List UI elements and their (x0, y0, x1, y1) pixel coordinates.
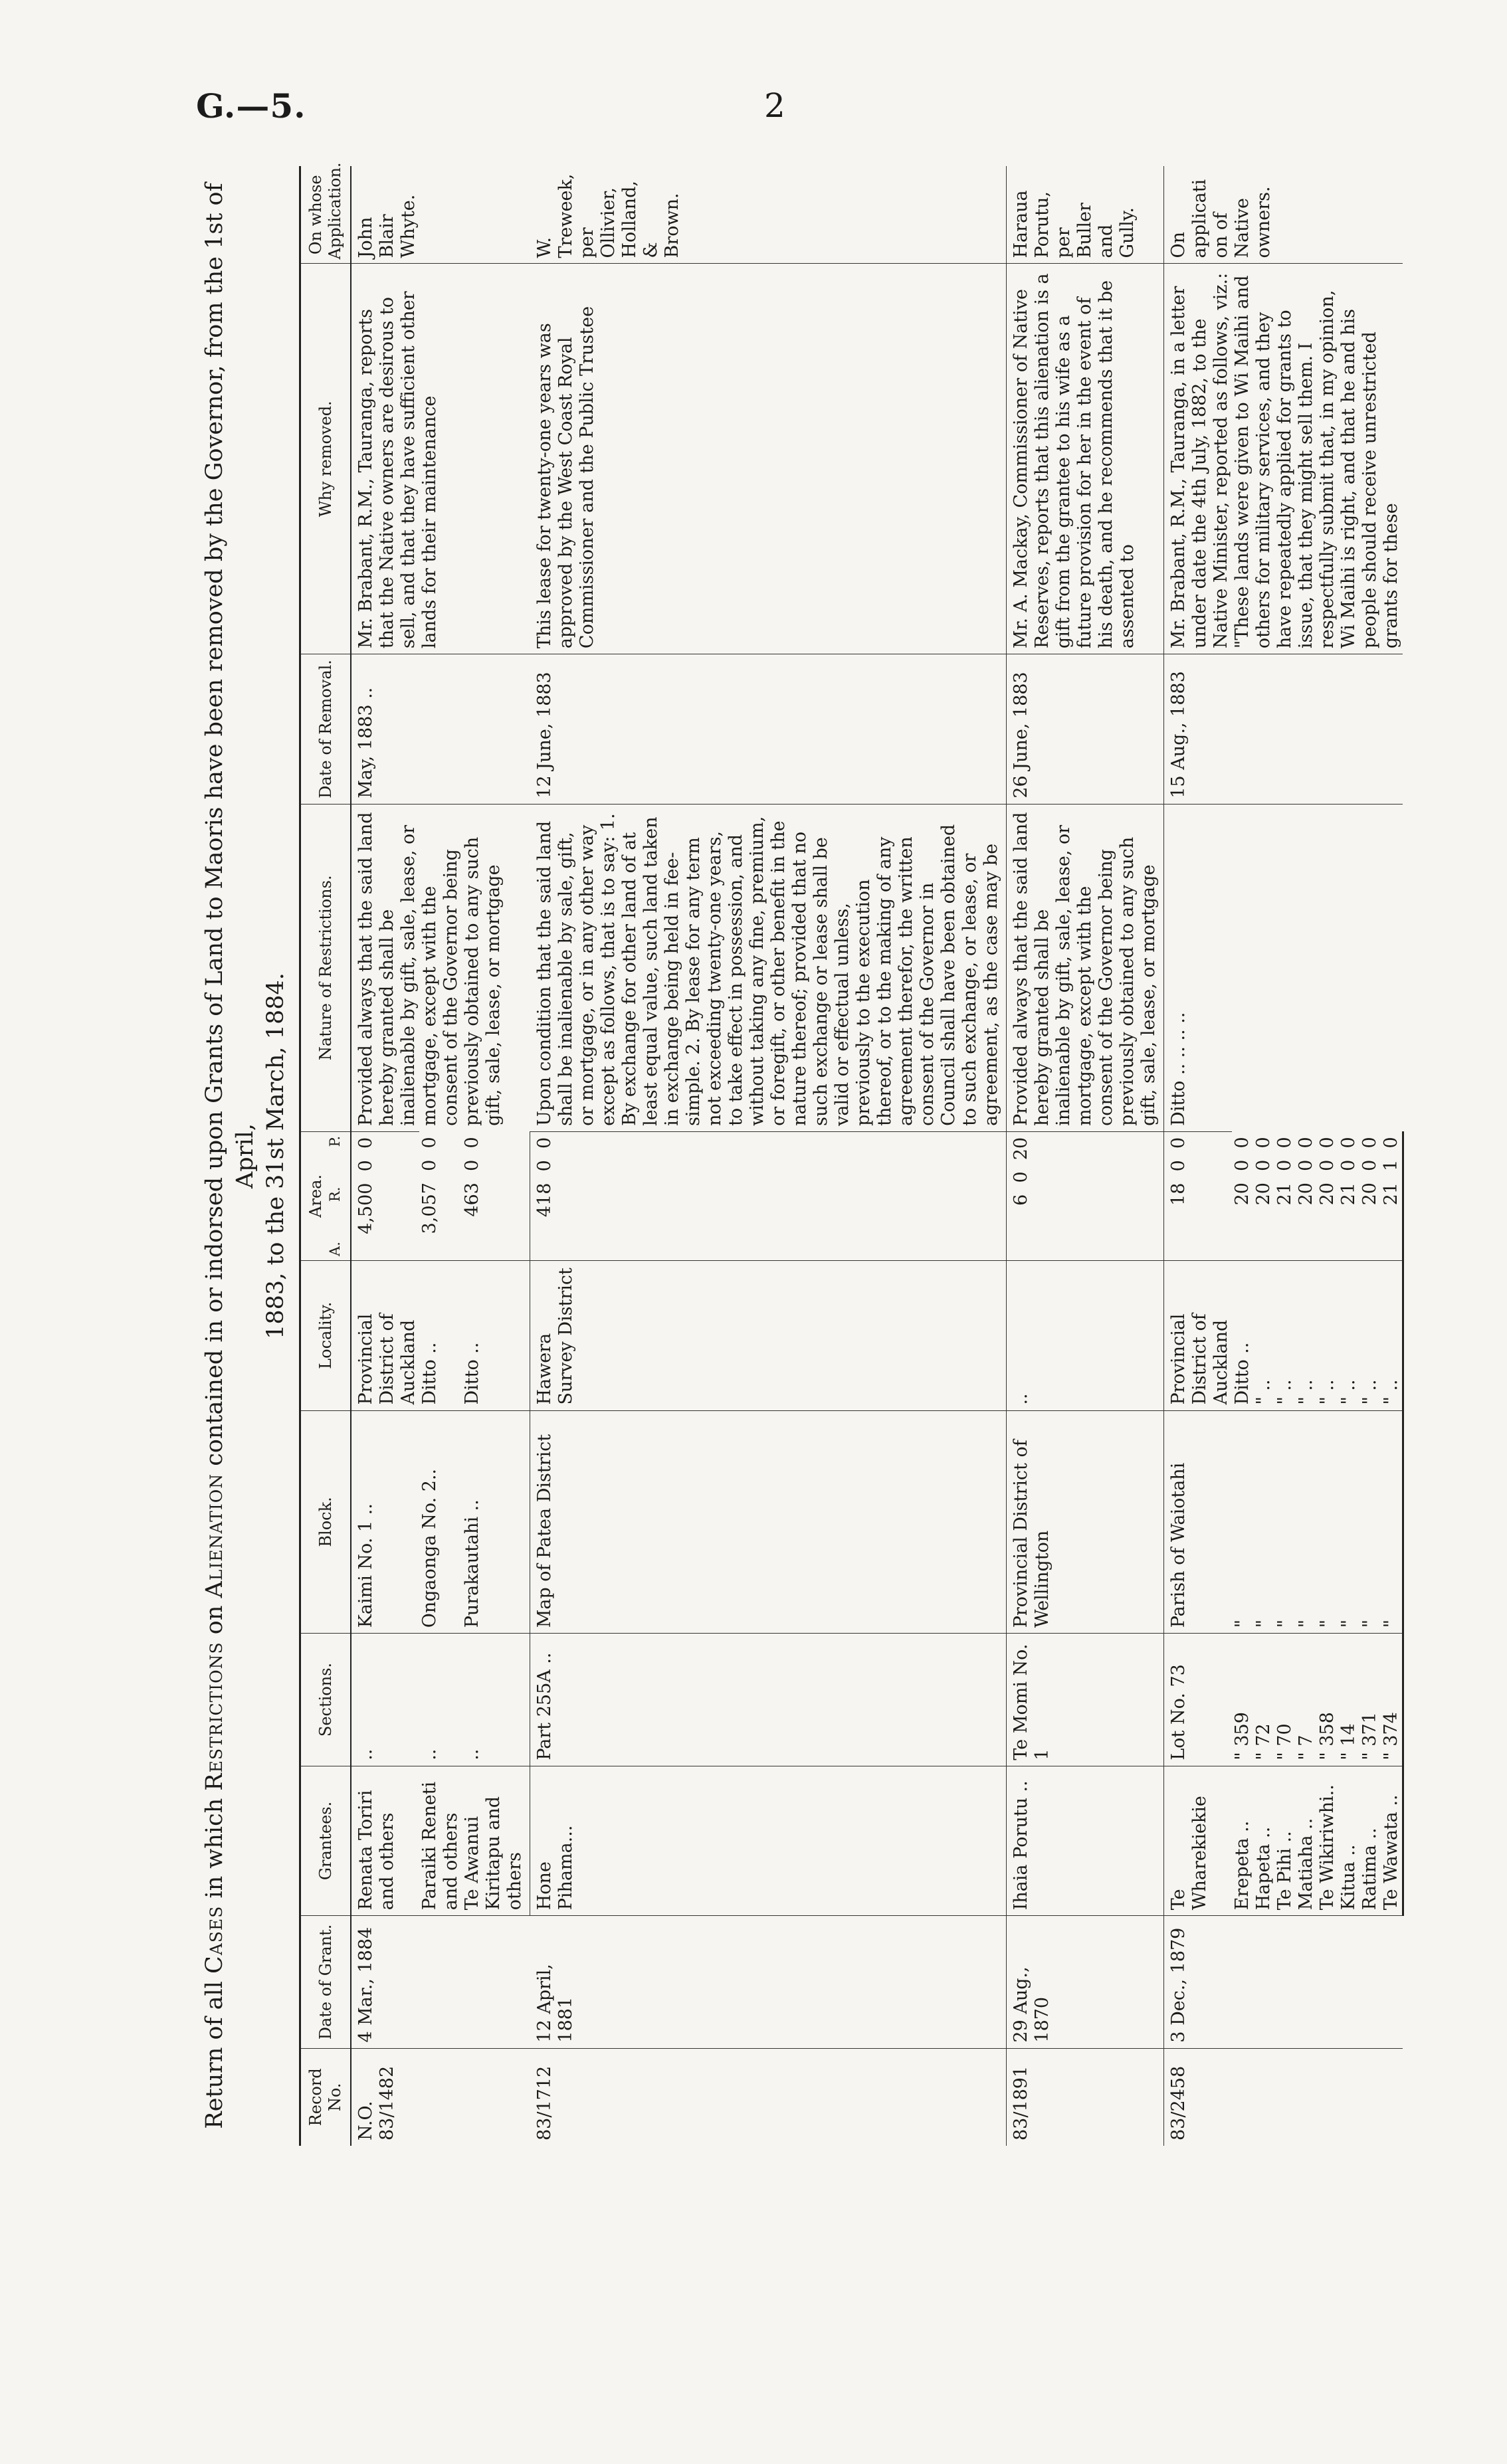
section: " 359 (1232, 1634, 1253, 1766)
col-date-of-removal: Date of Removal. (300, 654, 352, 805)
why-removed: Mr. A. Mackay, Commissioner of Native Reserves, reports that this alienation is a gift from the grantee to his wife as a future provision for her in the event of his death, and he recommends that it be assented to (1006, 264, 1163, 654)
nature-of-restrictions: Ditto .. .. .. .. (1163, 804, 1403, 1131)
locality: Ditto .. (462, 1260, 530, 1410)
area: 463 0 0 (462, 1131, 530, 1260)
area: 20 0 0 (1295, 1137, 1316, 1206)
locality: Hawera Survey District (530, 1260, 1007, 1410)
area: 3,057 0 0 (419, 1137, 440, 1234)
block: " (1296, 1410, 1317, 1634)
area: 4,500 0 0 (351, 1131, 419, 1260)
date-of-removal: 12 June, 1883 (530, 654, 1007, 805)
sheet-code: G.—5. (196, 86, 306, 126)
area: 20 0 0 (1359, 1137, 1380, 1206)
col-area-label: Area. (306, 1174, 325, 1218)
nature-of-restrictions: Provided always that the said land hereby granted shall be inalienable by gift, sale, lease, or mortgage, except with the consent of the Governor being previously obtained to any such gift, sale, lease, or mortgage (1006, 804, 1163, 1131)
area: 20 0 0 (1231, 1137, 1253, 1206)
nature-of-restrictions: Upon condition that the said land shall be inalienable by sale, gift, or mortgage, or in any other way except as follows, that is to say: 1. By exchange for other land of at least equal value, such land taken in exchange being held in fee-simple. 2. By lease for any term not exceeding twenty-one years, to take effect in possession, and without taking any fine, premium, or foregift, or other benefit in the nature thereof; provided that no such exchange or lease shall be valid or effectual unless, previously to the execution thereof, or to the making of any agreement therefor, the written consent of the Governor in Council shall have been obtained to such exchange, or lease, or agreement, as the case may be (530, 804, 1007, 1131)
area: 418 0 0 (530, 1131, 1007, 1260)
grantee: Ihaia Porutu .. (1006, 1766, 1163, 1916)
col-why-removed: Why removed. (300, 264, 352, 654)
why-removed: Mr. Brabant, R.M., Tauranga, reports that the Native owners are desirous to sell, and that they have sufficient other lands for their maintenance (351, 264, 530, 654)
grantee: Matiaha .. (1296, 1766, 1317, 1916)
grantee: Kitua .. (1338, 1766, 1359, 1916)
section: Te Momi No. 1 (1006, 1634, 1163, 1766)
record-no: 83/2458 (1163, 2048, 1403, 2146)
block: " (1274, 1410, 1296, 1634)
locality: " .. (1317, 1260, 1338, 1410)
title-mid2: on (201, 1605, 228, 1635)
section: .. (462, 1634, 530, 1766)
why-removed: Mr. Brabant, R.M., Tauranga, in a letter under date the 4th July, 1882, to the Native Minister, reported as follows, viz.: "These lands were given to Wi Maihi and others for military services, and they have repeatedly applied for grants to issue, that they might sell them. I respectfully submit that, in my opinion, Wi Maihi is right, and that he and his people should receive unrestricted grants for these (1163, 264, 1403, 654)
block: " (1381, 1410, 1403, 1634)
block: Purakautahi .. (462, 1410, 530, 1634)
grantee: Te Wharekiekie (1163, 1766, 1232, 1916)
area: 6 0 20 (1006, 1131, 1163, 1260)
locality: " .. (1296, 1260, 1317, 1410)
section: Lot No. 73 (1163, 1634, 1232, 1766)
block: " (1338, 1410, 1359, 1634)
block: Provincial District of Wellington (1006, 1410, 1163, 1634)
grantee: Renata Toriri and others (351, 1766, 419, 1916)
section: " 72 (1253, 1634, 1274, 1766)
block: " (1359, 1410, 1381, 1634)
col-record: Record No. (300, 2048, 352, 2146)
grantee: Te Awanui Kiritapu and others (462, 1766, 530, 1916)
locality: Provincial District of Auckland (351, 1260, 419, 1410)
block: Ongaonga No. 2.. (419, 1410, 462, 1634)
header-row (300, 166, 352, 2146)
title-alienation: Alienation (201, 1473, 228, 1598)
area: 20 0 0 (1316, 1137, 1338, 1206)
block: " (1253, 1410, 1274, 1634)
on-whose-application: Haraua Porutu, per Buller and Gully. (1006, 166, 1163, 264)
grantee: Te Wikiriwhi.. (1317, 1766, 1338, 1916)
area: 20 0 0 (1253, 1137, 1274, 1206)
date-of-grant: 12 April, 1881 (530, 1916, 1007, 2048)
col-block: Block. (300, 1410, 352, 1634)
block: Map of Patea District (530, 1410, 1007, 1634)
block: " (1317, 1410, 1338, 1634)
section: .. (351, 1634, 419, 1766)
grantee: Te Pihi .. (1274, 1766, 1296, 1916)
page-header (0, 86, 1507, 146)
date-of-grant: 29 Aug., 1870 (1006, 1916, 1163, 2048)
locality: " .. (1253, 1260, 1274, 1410)
block: Kaimi No. 1 .. (351, 1410, 419, 1634)
section: " 358 (1317, 1634, 1338, 1766)
title-prefix: Return of all (201, 1981, 228, 2129)
col-area (300, 1131, 352, 1260)
table-row (351, 166, 419, 2146)
section: " 371 (1359, 1634, 1381, 1766)
date-of-removal: 26 June, 1883 (1006, 654, 1163, 805)
grantee: Paraiki Reneti and others (419, 1766, 462, 1916)
date-of-removal: May, 1883 .. (351, 654, 530, 805)
why-removed: This lease for twenty-one years was approved by the West Coast Royal Commissioner and the Public Trustee (530, 264, 1007, 654)
date-of-grant: 3 Dec., 1879 (1163, 1916, 1403, 2048)
page-number: 2 (764, 86, 785, 125)
record-no: N.O. 83/1482 (351, 2048, 530, 2146)
section: Part 255A .. (530, 1634, 1007, 1766)
title-line2: 1883, to the 31st March, 1884. (262, 973, 289, 1339)
block: Parish of Waiotahi (1163, 1410, 1232, 1634)
title-rest: contained in or indorsed upon Grants of Land to Maoris have been removed by the Governor, from the 1st of April, (201, 183, 258, 1466)
document-title (199, 166, 291, 2146)
table-row (1163, 166, 1232, 2146)
area: 21 0 0 (1338, 1137, 1359, 1206)
title-cases: Cases (201, 1905, 228, 1974)
area-roods-label: R. (327, 1186, 343, 1202)
area: 18 0 0 (1163, 1131, 1232, 1260)
table-row (1006, 166, 1163, 2146)
locality: Ditto .. (419, 1260, 462, 1410)
date-of-removal: 15 Aug., 1883 (1163, 654, 1403, 805)
locality: .. (1006, 1260, 1163, 1410)
col-on-whose-application: On whose Application. (300, 166, 352, 264)
section: " 14 (1338, 1634, 1359, 1766)
on-whose-application: John Blair Whyte. (355, 194, 419, 258)
on-whose-application: On application of Native owners. (1167, 179, 1274, 258)
locality: " .. (1274, 1260, 1296, 1410)
section: " 70 (1274, 1634, 1296, 1766)
locality: " .. (1338, 1260, 1359, 1410)
grantee: Hone Pihama... (530, 1766, 1007, 1916)
locality: " .. (1381, 1260, 1403, 1410)
date-of-grant: 4 Mar., 1884 (351, 1916, 530, 2048)
record-no: 83/1712 (530, 2048, 1007, 2146)
section: .. (419, 1634, 462, 1766)
section: " 374 (1381, 1634, 1403, 1766)
title-restrictions: Restrictions (201, 1642, 228, 1791)
return-table (299, 162, 1404, 2146)
locality: " .. (1359, 1260, 1381, 1410)
title-mid1: in which (201, 1798, 228, 1899)
area: 21 1 0 (1381, 1131, 1403, 1260)
col-nature: Nature of Restrictions. (300, 804, 352, 1131)
col-date-of-grant: Date of Grant. (300, 1916, 352, 2048)
area-acres-label: A. (327, 1242, 343, 1256)
record-no: 83/1891 (1006, 2048, 1163, 2146)
section: " 7 (1296, 1634, 1317, 1766)
grantee: Te Wawata .. (1381, 1766, 1403, 1916)
table-row (530, 166, 1007, 2146)
locality: Ditto .. (1232, 1260, 1253, 1410)
area: 21 0 0 (1274, 1137, 1295, 1206)
block: " (1232, 1410, 1253, 1634)
nature-of-restrictions: Provided always that the said land hereby granted shall be inalienable by gift, sale, lease, or mortgage, except with the consent of the Governor being previously obtained to any such gift, sale, lease, or mortgage (351, 804, 530, 1131)
rotated-return-table (199, 162, 1401, 2146)
on-whose-application: W. Treweek, per Ollivier, Holland, & Brown. (530, 166, 1007, 264)
locality: Provincial District of Auckland (1163, 1260, 1232, 1410)
col-locality: Locality. (300, 1260, 352, 1410)
area-perches-label: P. (327, 1135, 343, 1147)
col-grantees: Grantees. (300, 1766, 352, 1916)
col-sections: Sections. (300, 1634, 352, 1766)
grantee: Erepeta .. (1232, 1766, 1253, 1916)
grantee: Ratima .. (1359, 1766, 1381, 1916)
grantee: Hapeta .. (1253, 1766, 1274, 1916)
